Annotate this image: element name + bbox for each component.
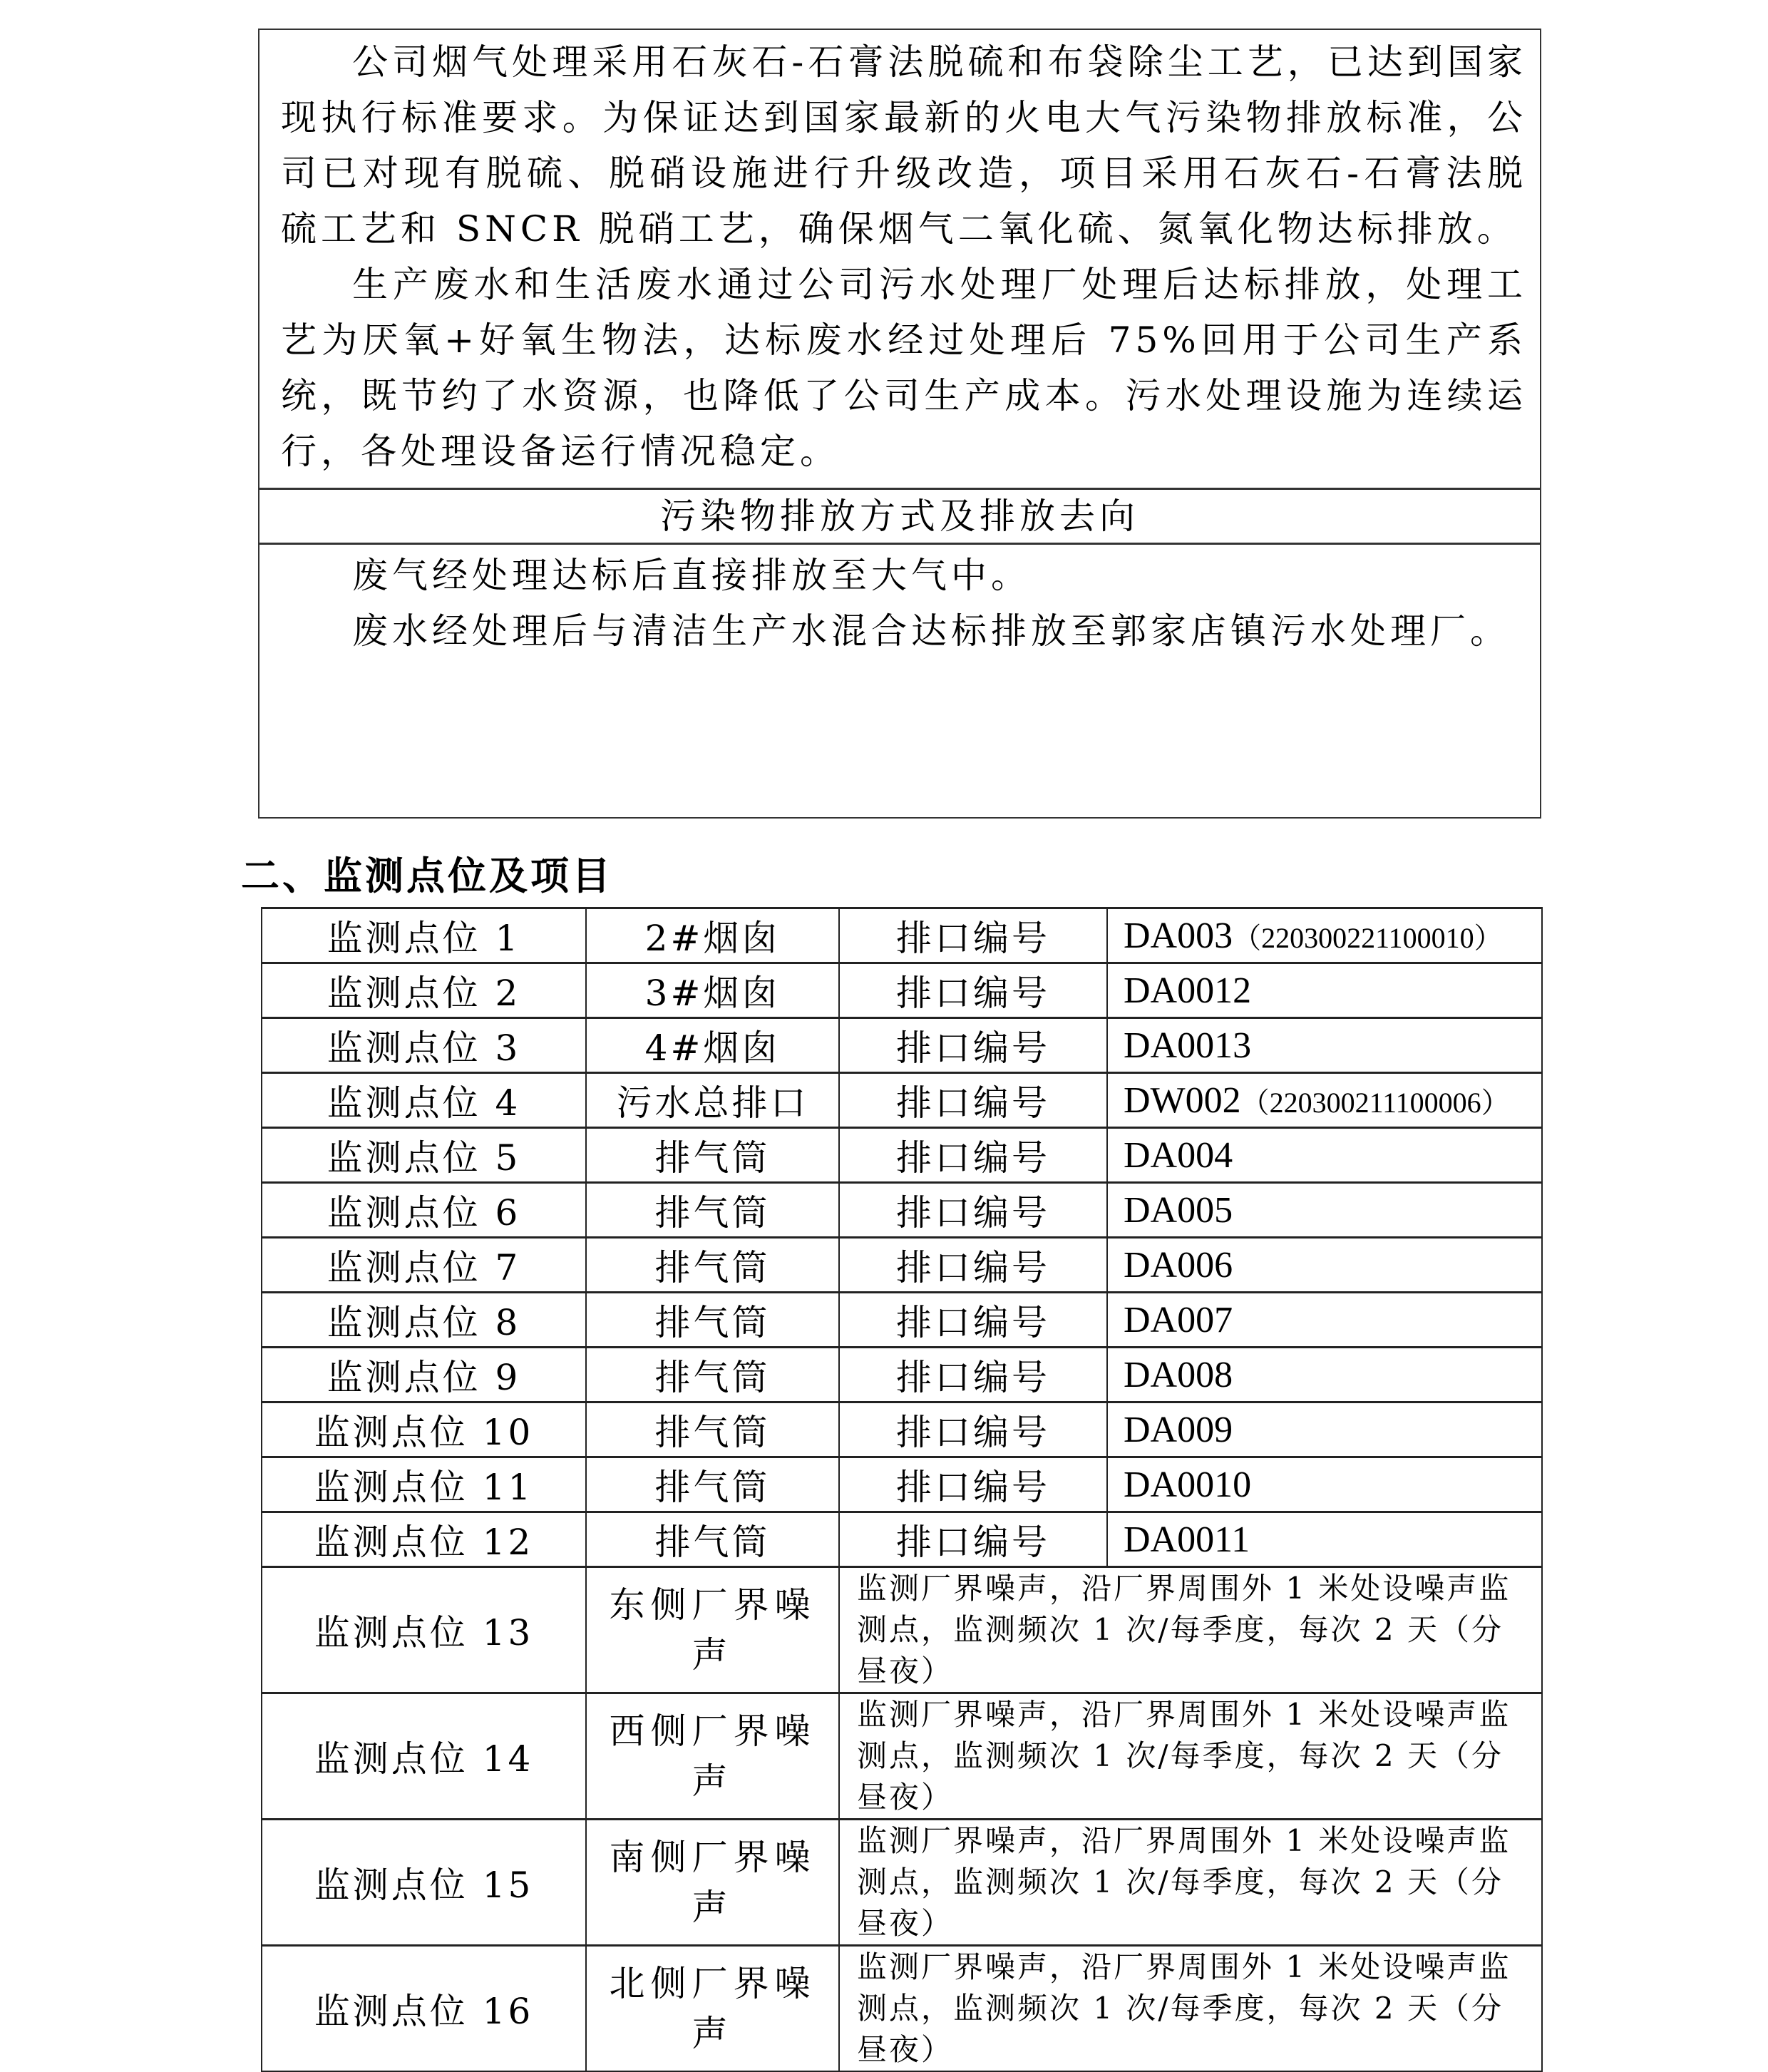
monitoring-point: 监测点位 1 bbox=[262, 908, 586, 963]
outlet-label: 排口编号 bbox=[839, 963, 1107, 1018]
monitoring-point: 监测点位 8 bbox=[262, 1293, 586, 1348]
outlet-label: 排口编号 bbox=[839, 1018, 1107, 1073]
monitoring-point: 监测点位 11 bbox=[262, 1457, 586, 1512]
table-row bbox=[262, 908, 1542, 963]
monitoring-point: 监测点位 2 bbox=[262, 963, 586, 1018]
table-row bbox=[262, 1238, 1542, 1293]
outlet-code: DA0011 bbox=[1124, 1519, 1250, 1560]
emission-source: 2#烟囱 bbox=[586, 908, 839, 963]
noise-monitoring-description: 监测厂界噪声，沿厂界周围外 1 米处设噪声监测点，监测频次 1 次/每季度，每次 2 天（分昼夜） bbox=[839, 1567, 1542, 1693]
outlet-label: 排口编号 bbox=[839, 1402, 1107, 1457]
emission-source: 污水总排口 bbox=[586, 1073, 839, 1128]
outlet-code-cell bbox=[1107, 1073, 1542, 1128]
outlet-label: 排口编号 bbox=[839, 1238, 1107, 1293]
table-row bbox=[262, 1128, 1542, 1183]
table-row bbox=[262, 1183, 1542, 1238]
emission-source: 排气筒 bbox=[586, 1348, 839, 1402]
outlet-label: 排口编号 bbox=[839, 1348, 1107, 1402]
paragraph-water-discharge: 废水经处理后与清洁生产水混合达标排放至郭家店镇污水处理厂。 bbox=[352, 610, 1510, 652]
outlet-code-cell bbox=[1107, 908, 1542, 963]
outlet-code-cell bbox=[1107, 1512, 1542, 1567]
outlet-code-cell bbox=[1107, 963, 1542, 1018]
outlet-label: 排口编号 bbox=[839, 1457, 1107, 1512]
outlet-label: 排口编号 bbox=[839, 1128, 1107, 1183]
table-row bbox=[262, 1402, 1542, 1457]
emission-source: 排气筒 bbox=[586, 1512, 839, 1567]
monitoring-point: 监测点位 6 bbox=[262, 1183, 586, 1238]
noise-monitoring-description: 监测厂界噪声，沿厂界周围外 1 米处设噪声监测点，监测频次 1 次/每季度，每次 2 天（分昼夜） bbox=[839, 1693, 1542, 1820]
monitoring-heading: 二、监测点位及项目 bbox=[241, 853, 613, 898]
pollution-treatment-box bbox=[258, 29, 1541, 819]
emission-source: 排气筒 bbox=[586, 1128, 839, 1183]
table-row-noise bbox=[262, 1820, 1542, 1946]
noise-monitoring-description: 监测厂界噪声，沿厂界周围外 1 米处设噪声监测点，监测频次 1 次/每季度，每次 2 天（分昼夜） bbox=[839, 1820, 1542, 1946]
outlet-code-cell bbox=[1107, 1238, 1542, 1293]
monitoring-point: 监测点位 12 bbox=[262, 1512, 586, 1567]
noise-source: 北侧厂界噪声 bbox=[586, 1946, 839, 2072]
outlet-code: DW002 bbox=[1124, 1079, 1241, 1121]
outlet-code: DA007 bbox=[1124, 1299, 1233, 1340]
emission-source: 排气筒 bbox=[586, 1457, 839, 1512]
outlet-label: 排口编号 bbox=[839, 1073, 1107, 1128]
monitoring-point: 监测点位 7 bbox=[262, 1238, 586, 1293]
emission-source: 排气筒 bbox=[586, 1402, 839, 1457]
table-row-noise bbox=[262, 1693, 1542, 1820]
outlet-label: 排口编号 bbox=[839, 908, 1107, 963]
outlet-code-cell bbox=[1107, 1457, 1542, 1512]
monitoring-point: 监测点位 5 bbox=[262, 1128, 586, 1183]
emission-source: 排气筒 bbox=[586, 1293, 839, 1348]
emission-source: 排气筒 bbox=[586, 1238, 839, 1293]
monitoring-point: 监测点位 14 bbox=[262, 1693, 586, 1820]
outlet-code: DA0013 bbox=[1124, 1025, 1252, 1066]
emission-source: 3#烟囱 bbox=[586, 963, 839, 1018]
table-row-noise bbox=[262, 1946, 1542, 2072]
discharge-description bbox=[259, 545, 1540, 817]
noise-source: 南侧厂界噪声 bbox=[586, 1820, 839, 1946]
noise-source: 东侧厂界噪声 bbox=[586, 1567, 839, 1693]
monitoring-point: 监测点位 9 bbox=[262, 1348, 586, 1402]
table-row bbox=[262, 1018, 1542, 1073]
outlet-label: 排口编号 bbox=[839, 1512, 1107, 1567]
outlet-code: DA008 bbox=[1124, 1354, 1233, 1395]
monitoring-point: 监测点位 3 bbox=[262, 1018, 586, 1073]
paragraph-exhaust-discharge: 废气经处理达标后直接排放至大气中。 bbox=[352, 555, 1031, 596]
monitoring-point: 监测点位 13 bbox=[262, 1567, 586, 1693]
outlet-code: DA0012 bbox=[1124, 970, 1252, 1011]
outlet-code: DA006 bbox=[1124, 1244, 1233, 1286]
emission-source: 4#烟囱 bbox=[586, 1018, 839, 1073]
noise-source: 西侧厂界噪声 bbox=[586, 1693, 839, 1820]
monitoring-point: 监测点位 15 bbox=[262, 1820, 586, 1946]
monitoring-point: 监测点位 10 bbox=[262, 1402, 586, 1457]
noise-monitoring-description: 监测厂界噪声，沿厂界周围外 1 米处设噪声监测点，监测频次 1 次/每季度，每次 2 天（分昼夜） bbox=[839, 1946, 1542, 2072]
paragraph-flue-gas: 公司烟气处理采用石灰石-石膏法脱硫和布袋除尘工艺，已达到国家现执行标准要求。为保证达到国家最新的火电大气污染物排放标准，公司已对现有脱硫、脱硝设施进行升级改造，项目采用石灰石-石膏法脱硫工艺和 SNCR 脱硝工艺，确保烟气二氧化硫、氮氧化物达标排放。 bbox=[281, 41, 1527, 250]
treatment-description bbox=[259, 30, 1540, 488]
table-row bbox=[262, 1293, 1542, 1348]
table-row-noise bbox=[262, 1567, 1542, 1693]
outlet-code-cell bbox=[1107, 1018, 1542, 1073]
table-row bbox=[262, 1348, 1542, 1402]
outlet-code-cell bbox=[1107, 1402, 1542, 1457]
discharge-section-header: 污染物排放方式及排放去向 bbox=[259, 488, 1540, 545]
table-row bbox=[262, 1457, 1542, 1512]
monitoring-point: 监测点位 16 bbox=[262, 1946, 586, 2072]
outlet-label: 排口编号 bbox=[839, 1293, 1107, 1348]
outlet-code: DA004 bbox=[1124, 1134, 1233, 1176]
outlet-code: DA0010 bbox=[1124, 1464, 1252, 1505]
monitoring-point: 监测点位 4 bbox=[262, 1073, 586, 1128]
outlet-permit-number: （220300211100006） bbox=[1240, 1086, 1510, 1119]
outlet-code-cell bbox=[1107, 1183, 1542, 1238]
outlet-permit-number: （220300221100010） bbox=[1233, 921, 1503, 954]
outlet-code: DA003 bbox=[1124, 915, 1233, 956]
table-row bbox=[262, 1512, 1542, 1567]
table-row bbox=[262, 1073, 1542, 1128]
monitoring-table bbox=[261, 907, 1543, 2072]
outlet-code-cell bbox=[1107, 1128, 1542, 1183]
table-row bbox=[262, 963, 1542, 1018]
outlet-label: 排口编号 bbox=[839, 1183, 1107, 1238]
paragraph-wastewater: 生产废水和生活废水通过公司污水处理厂处理后达标排放，处理工艺为厌氧+好氧生物法，达标废水经过处理后 75%回用于公司生产系统，既节约了水资源，也降低了公司生产成本。污水处理设施为连续运行，各处理设备运行情况稳定。 bbox=[281, 264, 1527, 472]
outlet-code: DA005 bbox=[1124, 1189, 1233, 1231]
emission-source: 排气筒 bbox=[586, 1183, 839, 1238]
outlet-code-cell bbox=[1107, 1348, 1542, 1402]
outlet-code-cell bbox=[1107, 1293, 1542, 1348]
outlet-code: DA009 bbox=[1124, 1409, 1233, 1450]
